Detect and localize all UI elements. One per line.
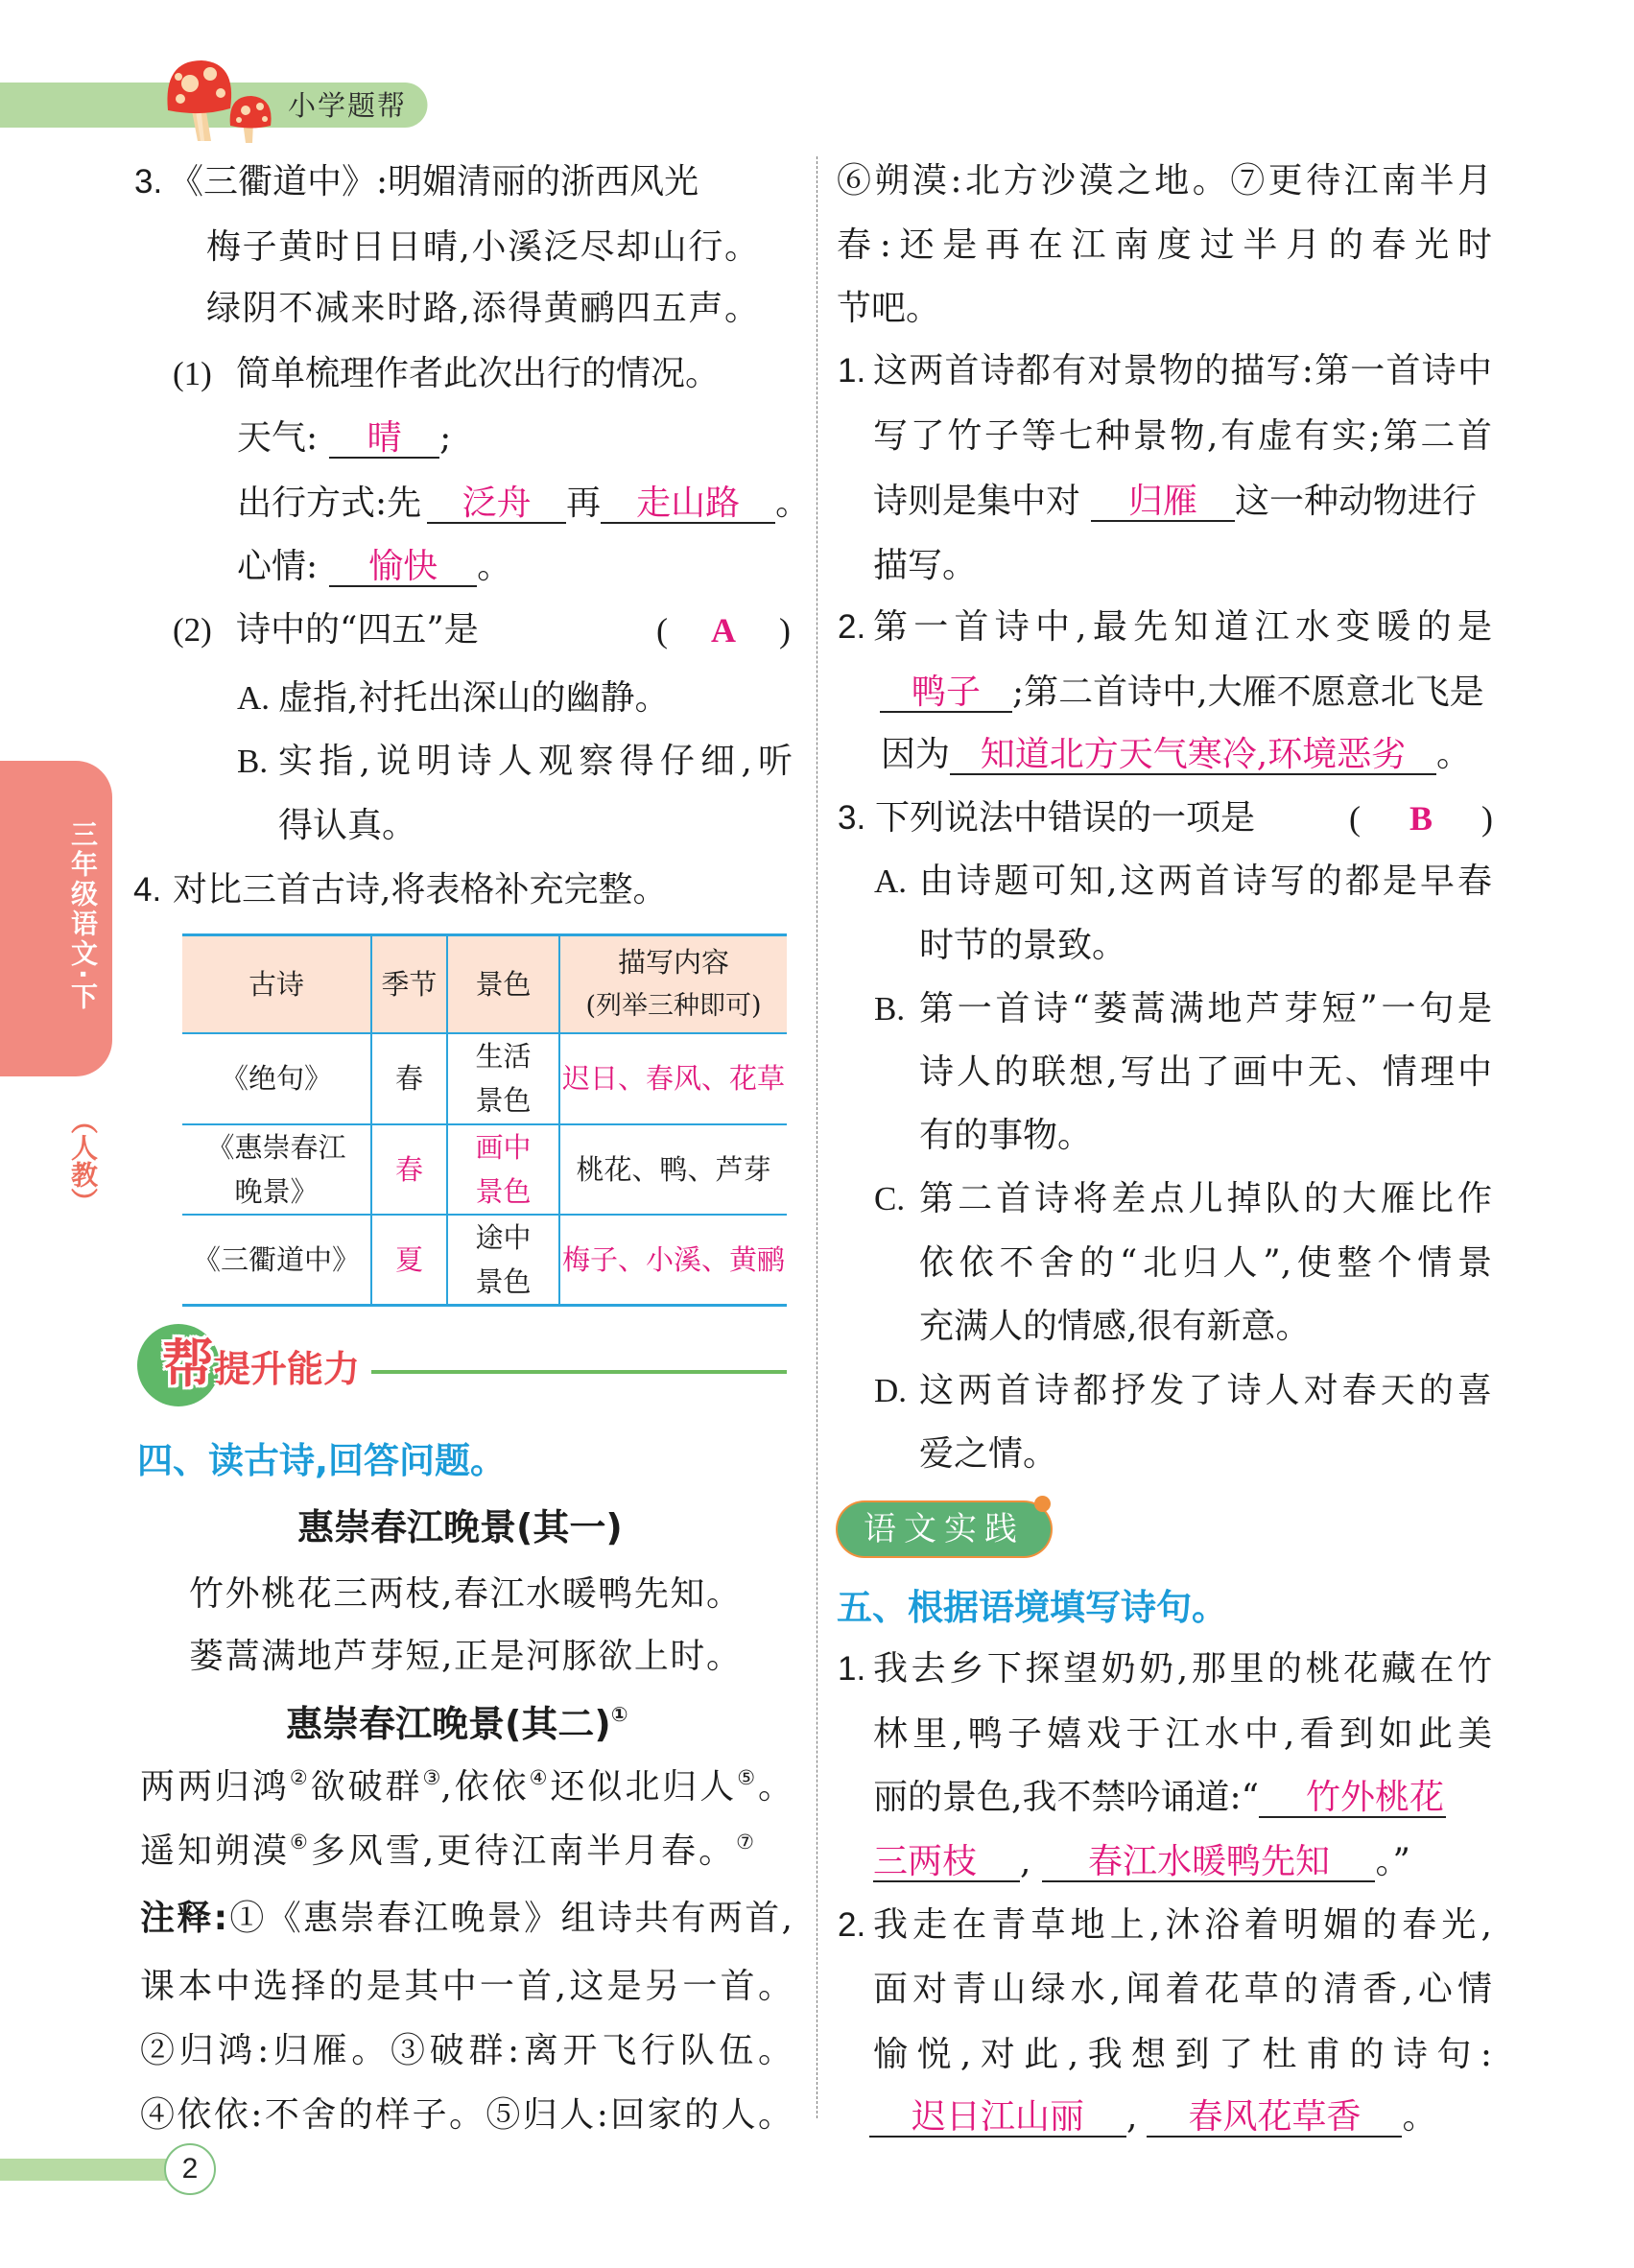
- punct: 。”: [1375, 1842, 1410, 1881]
- fill-answer: 春风花草香: [1147, 2093, 1402, 2138]
- scene: 生活: [475, 1040, 532, 1073]
- poem-text: 遥知朔漠: [140, 1831, 290, 1871]
- sub-question-label: (1): [173, 355, 212, 392]
- table-header-row: [182, 935, 787, 1033]
- question-number: 2.: [838, 1906, 866, 1944]
- question-text: 下列说法中错误的一项是: [875, 798, 1256, 838]
- option-text: 依依不舍的“北归人”,使整个情景: [919, 1243, 1492, 1283]
- question-text: 描写。: [873, 546, 978, 585]
- header-content-note: (列举三种即可): [585, 990, 762, 1021]
- header-season: 季节: [381, 967, 438, 1001]
- weather-label: 天气:: [237, 418, 319, 458]
- punct: 。: [1402, 2097, 1437, 2137]
- question-blank-line: [873, 1774, 1446, 1822]
- table-header-cell: [559, 935, 787, 1033]
- section-title: 五、根据语境填写诗句。: [837, 1587, 1227, 1628]
- option-letter: D.: [874, 1372, 908, 1409]
- question-text: 我去乡下探望奶奶,那里的桃花藏在竹: [873, 1649, 1492, 1689]
- banner-big-char: 帮: [162, 1334, 214, 1394]
- weather-answer: 晴: [329, 414, 439, 459]
- answer-bracket: [1349, 794, 1493, 842]
- option-text: 这两首诗都抒发了诗人对春天的喜: [919, 1371, 1492, 1410]
- scene-answer: 画中: [475, 1130, 532, 1164]
- question-text: 对比三首古诗,将表格补充完整。: [173, 870, 668, 910]
- content: 桃花、鸭、芦芽: [576, 1152, 771, 1186]
- table-row: [182, 1124, 787, 1215]
- option-text: 有的事物。: [919, 1116, 1093, 1155]
- travel-answer-1: 泛舟: [427, 480, 566, 524]
- fill-answer: 归雁: [1091, 478, 1235, 522]
- notes-line: ②归鸿:归雁。③破群:离开飞行队伍。: [140, 2031, 793, 2070]
- poem-title-text: 惠崇春江晚景(其二): [286, 1703, 611, 1745]
- punct: ,: [1020, 1842, 1031, 1881]
- banner-rule: [371, 1370, 787, 1374]
- fill-answer: 迟日江山丽: [869, 2093, 1126, 2138]
- option-text: 由诗题可知,这两首诗写的都是早春: [919, 862, 1492, 901]
- fill-answer: 春江水暖鸭先知: [1042, 1838, 1375, 1882]
- scene: 景色: [475, 1084, 532, 1117]
- footnote-marker: ⑥: [289, 1831, 308, 1854]
- option-text: 第二首诗将差点儿掉队的大雁比作: [919, 1179, 1492, 1218]
- notes-line: ⑥朔漠:北方沙漠之地。⑦更待江南半月: [837, 161, 1492, 201]
- poem-text: ,依依: [440, 1767, 530, 1807]
- sub-question-label: (2): [173, 611, 212, 649]
- poem-line: [140, 1828, 754, 1876]
- option-text: 实指,说明诗人观察得仔细,听: [278, 742, 793, 781]
- question-text: 诗则是集中对: [873, 482, 1081, 521]
- scene-answer: 景色: [475, 1174, 532, 1208]
- notes-line: 节吧。: [837, 289, 941, 328]
- edition-label: （人教）: [67, 1107, 99, 1215]
- poem-line: 梅子黄时日日晴,小溪泛尽却山行。: [206, 227, 759, 267]
- sub-question-text: 诗中的“四五”是: [236, 610, 479, 650]
- footnote-marker: ⑤: [737, 1766, 756, 1789]
- bracket-close: ): [1480, 799, 1493, 838]
- header-scene: 景色: [475, 967, 532, 1001]
- poem-text: 欲破群: [307, 1767, 423, 1807]
- fill-answer: 三两枝: [873, 1838, 1020, 1882]
- question-text: 丽的景色,我不禁吟诵道:“: [873, 1778, 1259, 1817]
- poem-name: 《三衢道中》: [192, 1242, 360, 1276]
- table-cell: [182, 1215, 371, 1306]
- table-cell: [371, 1215, 447, 1306]
- poem-line: 绿阴不减来时路,添得黄鹂四五声。: [206, 289, 759, 328]
- question-text: 我走在青草地上,沐浴着明媚的春光,: [873, 1905, 1492, 1945]
- fill-answer: 知道北方天气寒冷,环境恶劣: [950, 731, 1436, 775]
- question-text: 林里,鸭子嬉戏于江水中,看到如此美: [873, 1714, 1492, 1754]
- poem-line: 蒌蒿满地芦芽短,正是河豚欲上时。: [189, 1637, 741, 1676]
- table-cell: [371, 1124, 447, 1215]
- poem-title: 惠崇春江晚景(其一): [297, 1506, 623, 1548]
- question-text: 因为: [881, 735, 951, 774]
- notes-label: 注释:: [140, 1899, 228, 1938]
- footnote-marker: ②: [289, 1766, 308, 1789]
- question-title: 《三衢道中》:明媚清丽的浙西风光: [169, 162, 699, 201]
- punct: 。: [477, 547, 512, 586]
- option-text: 虚指,衬托出深山的幽静。: [278, 678, 670, 718]
- punct: 。: [1436, 735, 1472, 774]
- header-content: 描写内容: [617, 945, 729, 979]
- option-letter: C.: [874, 1180, 906, 1217]
- option-text: 充满人的情感,很有新意。: [919, 1307, 1311, 1346]
- travel-label: 出行方式:先: [237, 484, 422, 523]
- poem-name: 《绝句》: [220, 1062, 332, 1095]
- fill-answer: 竹外桃花: [1259, 1774, 1446, 1818]
- section-banner: [137, 1324, 790, 1406]
- bracket-close: ): [779, 611, 791, 650]
- table-header-cell: [182, 935, 371, 1033]
- small-mushroom-icon: [230, 96, 272, 143]
- bracket-open: (: [656, 611, 668, 650]
- notes-line: [140, 1895, 793, 1943]
- question-blank-line: [880, 669, 1484, 717]
- question-number: 4.: [133, 871, 162, 909]
- grade-label: 三年级语文·下: [67, 820, 99, 1012]
- option-letter: A.: [874, 862, 908, 900]
- footnote-marker: ④: [529, 1766, 548, 1789]
- travel-mid: 再: [566, 484, 602, 523]
- question-number: 3.: [134, 163, 163, 201]
- punct: ;: [439, 418, 452, 458]
- option-letter: B.: [237, 743, 269, 780]
- question-blank-line: [881, 731, 1471, 779]
- mood-label: 心情:: [237, 547, 319, 586]
- option-text: 得认真。: [278, 806, 417, 845]
- poem-text: 两两归鸿: [140, 1767, 290, 1807]
- table-header-cell: [447, 935, 559, 1033]
- question-number: 2.: [838, 608, 866, 646]
- season-answer: 春: [394, 1152, 423, 1186]
- footnote-marker: ①: [610, 1703, 628, 1726]
- content-answer: 梅子、小溪、黄鹂: [561, 1242, 785, 1276]
- question-text: ;第二首诗中,大雁不愿意北飞是: [1012, 673, 1484, 712]
- travel-line: [237, 480, 810, 528]
- option-letter: B.: [874, 990, 906, 1028]
- table-cell: [559, 1033, 787, 1124]
- poem-line: [140, 1763, 793, 1811]
- bracket-open: (: [1349, 799, 1361, 838]
- banner-title: 提升能力: [214, 1348, 361, 1390]
- option-text: 第一首诗“蒌蒿满地芦芽短”一句是: [919, 989, 1492, 1028]
- notes-line: ④依依:不舍的样子。⑤归人:回家的人。: [140, 2095, 793, 2135]
- question-text: 这一种动物进行: [1235, 482, 1478, 521]
- sub-question-1: [173, 350, 720, 398]
- question-text: 这两首诗都有对景物的描写:第一首诗中: [873, 351, 1492, 390]
- content-answer: 迟日、春风、花草: [561, 1062, 785, 1095]
- table-cell: [447, 1033, 559, 1124]
- poem-name: 晚景》: [234, 1174, 319, 1208]
- heart-icon: [1034, 1496, 1051, 1512]
- table-cell: [559, 1215, 787, 1306]
- question-blank-line: [873, 478, 1477, 526]
- poem-title-2: [286, 1700, 628, 1748]
- poem-text: 还似北归人: [547, 1767, 738, 1807]
- question-number: 1.: [838, 1650, 866, 1688]
- sub-question-text: 简单梳理作者此次出行的情况。: [236, 354, 721, 393]
- poem-text: 。: [755, 1767, 793, 1807]
- travel-answer-2: 走山路: [601, 480, 775, 524]
- question-blank-line: [869, 2093, 1436, 2141]
- option-letter: A.: [237, 679, 271, 717]
- practice-badge: [838, 1502, 1051, 1556]
- scene: 景色: [475, 1264, 532, 1298]
- table-cell: [447, 1124, 559, 1215]
- page-number: 2: [164, 2143, 216, 2195]
- grade-tab: [0, 761, 112, 1076]
- notes-line: 春:还是再在江南度过半月的春光时: [837, 225, 1492, 265]
- answer-bracket: [656, 606, 791, 654]
- table-cell: [447, 1215, 559, 1306]
- question-text: 愉悦,对此,我想到了杜甫的诗句:: [873, 2035, 1492, 2074]
- table-cell: [182, 1033, 371, 1124]
- poem-comparison-table: [182, 933, 787, 1307]
- option-text: 爱之情。: [919, 1434, 1058, 1474]
- option-text: 诗人的联想,写出了画中无、情理中: [919, 1052, 1492, 1092]
- notes-line: 课本中选择的是其中一首,这是另一首。: [140, 1967, 793, 2006]
- weather-line: [237, 414, 451, 462]
- table-cell: [371, 1033, 447, 1124]
- footnote-marker: ⑦: [736, 1831, 754, 1854]
- option-text: 时节的景致。: [919, 926, 1127, 965]
- poem-line: 竹外桃花三两枝,春江水暖鸭先知。: [189, 1574, 741, 1614]
- season-answer: 夏: [394, 1242, 423, 1276]
- choice-answer: B: [1409, 799, 1433, 838]
- choice-answer: A: [711, 611, 736, 650]
- table-cell: [559, 1124, 787, 1215]
- header-poem: 古诗: [248, 967, 304, 1001]
- season: 春: [394, 1062, 423, 1095]
- table-row: [182, 1215, 787, 1306]
- mood-line: [237, 543, 511, 591]
- footer-bar: [0, 2159, 168, 2181]
- poem-text: 多风雪,更待江南半月春。: [307, 1831, 737, 1871]
- table-header-cell: [371, 935, 447, 1033]
- table-row: [182, 1033, 787, 1124]
- fill-answer: 鸭子: [880, 669, 1012, 713]
- brand-title: 小学题帮: [288, 89, 408, 122]
- mood-answer: 愉快: [329, 543, 477, 587]
- scene: 途中: [475, 1220, 532, 1254]
- question-number: 3.: [838, 799, 866, 837]
- section-title: 四、读古诗,回答问题。: [137, 1440, 507, 1481]
- notes-text: ①《惠崇春江晚景》组诗共有两首,: [227, 1899, 793, 1938]
- poem-name: 《惠崇春江: [206, 1130, 346, 1164]
- question-text: 面对青山绿水,闻着花草的清香,心情: [873, 1970, 1492, 2009]
- question-blank-line: [873, 1838, 1410, 1886]
- sub-question-2: [173, 606, 479, 654]
- table-cell: [182, 1124, 371, 1215]
- punct: ,: [1126, 2097, 1138, 2137]
- question-number: 1.: [838, 352, 866, 390]
- mushroom-icon: [167, 60, 231, 141]
- punct: 。: [775, 484, 811, 523]
- practice-badge-label: 语文实践: [864, 1510, 1025, 1548]
- question-text: 写了竹子等七种景物,有虚有实;第二首: [873, 416, 1492, 456]
- question-text: 第一首诗中,最先知道江水变暖的是: [873, 607, 1492, 647]
- footnote-marker: ③: [422, 1766, 441, 1789]
